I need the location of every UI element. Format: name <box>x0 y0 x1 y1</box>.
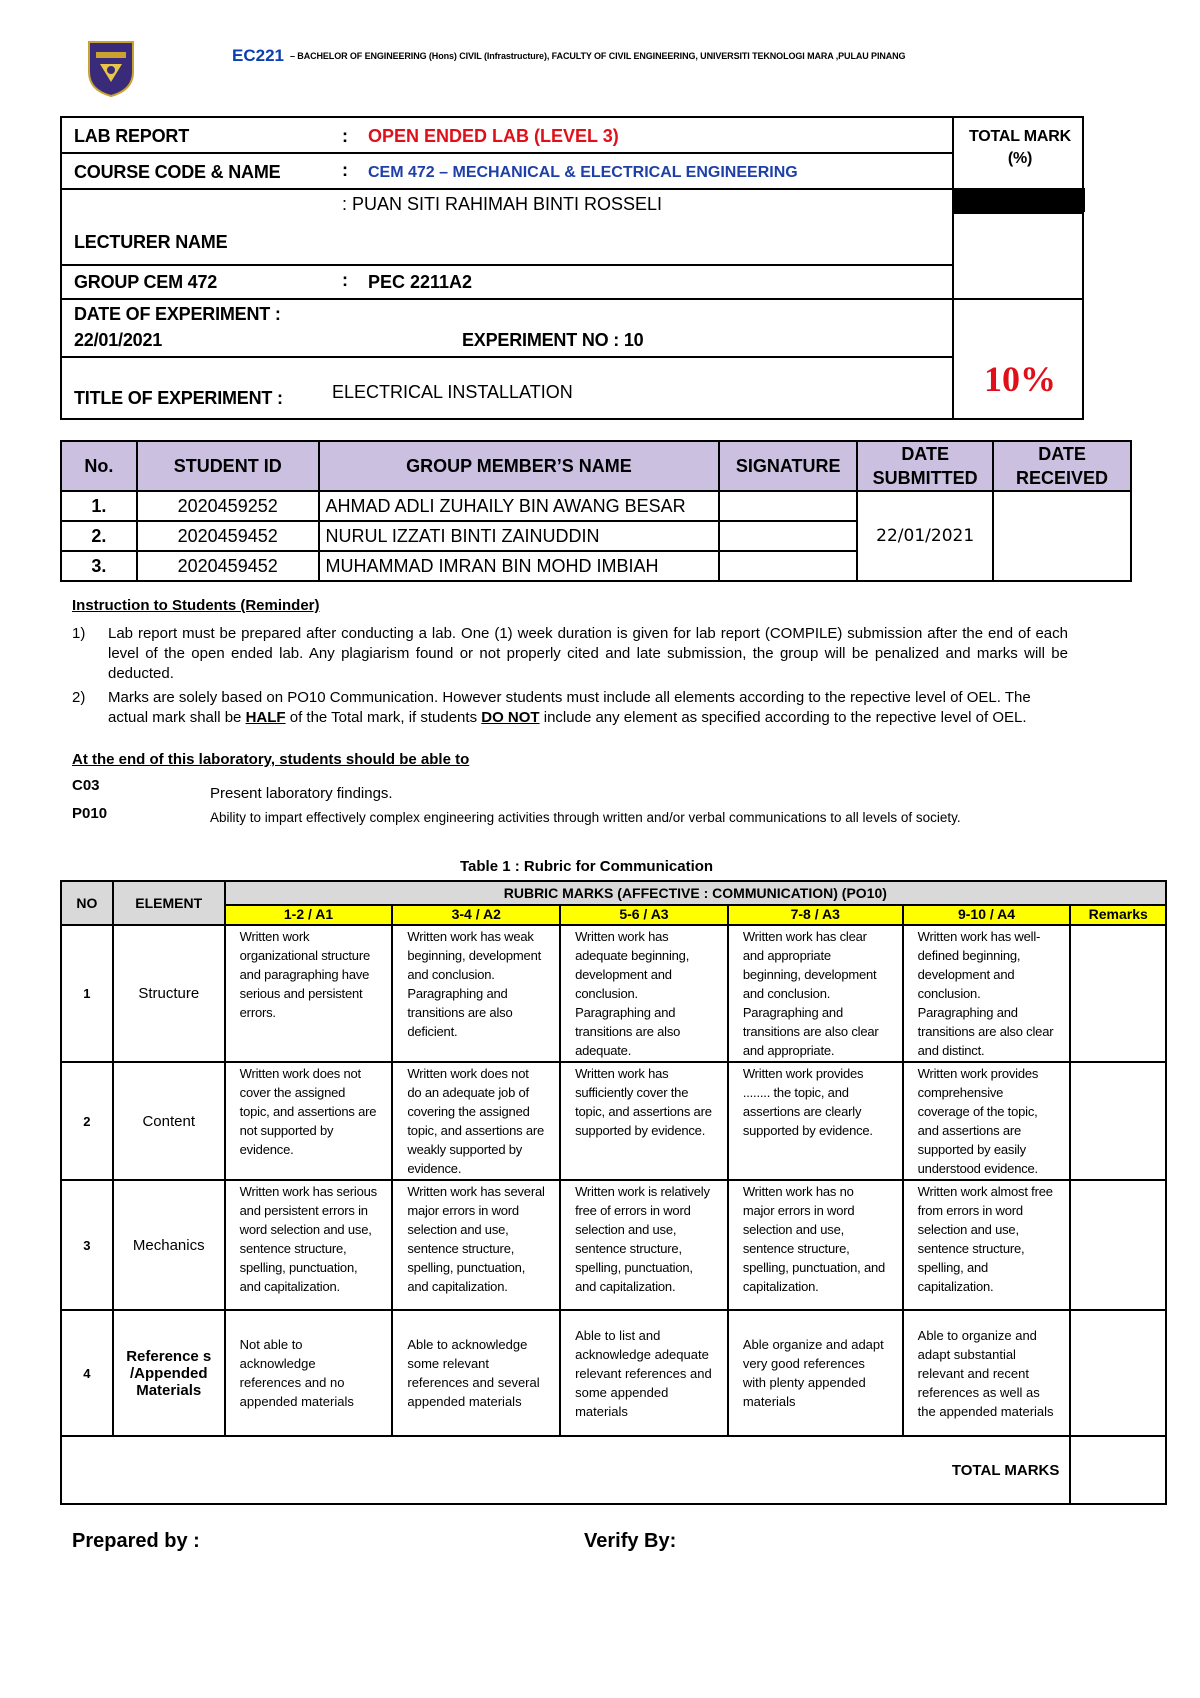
table-row <box>61 491 1131 521</box>
rubric-remarks <box>1070 1310 1166 1436</box>
rubric-cell: Written work has sufficiently cover the topic, and assertions are supported by evidence. <box>560 1062 728 1180</box>
header-description: – BACHELOR OF ENGINEERING (Hons) CIVIL (Infrastructure), FACULTY OF CIVIL ENGINEERING, UNIVERSITI TEKNOLOGI MARA ,PULAU PINANG <box>290 51 906 61</box>
colon: : <box>342 270 348 290</box>
rubric-row-no: 2 <box>61 1062 113 1180</box>
rubric-cell: Written work does not do an adequate job of covering the assigned topic, and assertions are weakly supported by evidence. <box>392 1062 560 1180</box>
rubric-remarks <box>1070 1062 1166 1180</box>
rubric-col-no: NO <box>61 881 113 925</box>
header-course-code: EC221 <box>232 46 284 65</box>
level-header: 7-8 / A3 <box>728 905 903 925</box>
row-no: 2. <box>61 521 137 551</box>
instruction-2-number: 2) <box>72 689 86 706</box>
instruction-1: Lab report must be prepared after conducting a lab. One (1) week duration is given for lab report (COMPILE) submission after the end of each level of the open ended lab. Any plagiarism found or not properly cited and late submission, the group will be penalized and marks will be deducted. <box>108 625 1068 682</box>
col-header-name: GROUP MEMBER’S NAME <box>319 441 720 491</box>
rubric-row-element: Reference s /Appended Materials <box>113 1310 225 1436</box>
total-marks-value <box>1070 1436 1166 1504</box>
po-code: P010 <box>72 805 108 822</box>
rubric-row <box>61 925 1166 1062</box>
rubric-cell: Written work has adequate beginning, development and conclusion. Paragraphing and transitions are also adequate. <box>560 925 728 1062</box>
course-value: CEM 472 – MECHANICAL & ELECTRICAL ENGINEERING <box>368 164 798 181</box>
rubric-row-element: Structure <box>113 925 225 1062</box>
rubric-cell: Not able to acknowledge references and no appended materials <box>225 1310 393 1436</box>
rubric-cell: Written work provides comprehensive coverage of the topic, and assertions are supported by easily understood evidence. <box>903 1062 1071 1180</box>
lecturer-value: : PUAN SITI RAHIMAH BINTI ROSSELI <box>342 194 663 214</box>
student-table <box>60 440 1132 582</box>
col-header-student-id: STUDENT ID <box>137 441 319 491</box>
rubric-cell: Written work has no major errors in word selection and use, sentence structure, spelling, punctuation, and capitalization. <box>728 1180 903 1310</box>
verify-by-label: Verify By: <box>584 1530 677 1552</box>
rubric-row <box>61 1310 1166 1436</box>
rubric-row <box>61 1062 1166 1180</box>
rubric-cell: Written work almost free from errors in word selection and use, sentence structure, spelling, and capitalization. <box>903 1180 1071 1310</box>
date-submitted-value: 22/01/2021 <box>857 491 993 581</box>
lab-info-box <box>60 116 1084 420</box>
level-header: 9-10 / A4 <box>903 905 1071 925</box>
row-no: 1. <box>61 491 137 521</box>
rubric-table <box>60 880 1167 1505</box>
colon: : <box>342 126 348 146</box>
rubric-cell: Able to organize and adapt substantial relevant and recent references as well as the appended materials <box>903 1310 1071 1436</box>
col-header-no: No. <box>61 441 137 491</box>
rubric-cell: Written work does not cover the assigned topic, and assertions are not supported by evidence. <box>225 1062 393 1180</box>
row-name: NURUL IZZATI BINTI ZAINUDDIN <box>319 521 720 551</box>
total-mark-label: TOTAL MARK (%) <box>969 128 1071 167</box>
total-mark-value: 10% <box>984 359 1056 399</box>
rubric-remarks <box>1070 925 1166 1062</box>
col-header-signature: SIGNATURE <box>719 441 857 491</box>
level-header: 5-6 / A3 <box>560 905 728 925</box>
row-student-id: 2020459452 <box>137 551 319 581</box>
rubric-row-element: Mechanics <box>113 1180 225 1310</box>
rubric-caption: Table 1 : Rubric for Communication <box>460 858 714 875</box>
outcomes-heading: At the end of this laboratory, students should be able to <box>72 751 470 768</box>
row-name: AHMAD ADLI ZUHAILY BIN AWANG BESAR <box>319 491 720 521</box>
level-header: 1-2 / A1 <box>225 905 393 925</box>
level-header: 3-4 / A2 <box>392 905 560 925</box>
co-text: Present laboratory findings. <box>210 785 393 802</box>
total-mark-bar <box>953 188 1085 212</box>
remarks-header: Remarks <box>1070 905 1166 925</box>
date-received-value <box>993 491 1131 581</box>
course-label: COURSE CODE & NAME <box>74 162 281 182</box>
rubric-remarks <box>1070 1180 1166 1310</box>
col-header-date-submitted: DATE SUBMITTED <box>857 441 993 491</box>
title-value: ELECTRICAL INSTALLATION <box>332 382 573 402</box>
instruction-1-number: 1) <box>72 625 86 642</box>
instruction-2: Marks are solely based on PO10 Communication. However students must include all elements according to the repective level of OEL. The actual mark shall be HALF of the Total mark, if students DO NOT include any element as specified according to the repective level of OEL. <box>108 689 1031 726</box>
rubric-cell: Written work has weak beginning, development and conclusion. Paragraphing and transitions are also deficient. <box>392 925 560 1062</box>
row-student-id: 2020459452 <box>137 521 319 551</box>
rubric-cell: Written work has clear and appropriate beginning, development and conclusion. Paragraphing and transitions are also clear and appropriate. <box>728 925 903 1062</box>
total-marks-label: TOTAL MARKS <box>61 1436 1070 1504</box>
row-signature <box>719 491 857 521</box>
po-text: Ability to impart effectively complex engineering activities through written and/or verbal communications to all levels of society. <box>210 810 961 825</box>
rubric-cell: Able to acknowledge some relevant references and several appended materials <box>392 1310 560 1436</box>
row-no: 3. <box>61 551 137 581</box>
row-signature <box>719 551 857 581</box>
rubric-cell: Able to list and acknowledge adequate relevant references and some appended materials <box>560 1310 728 1436</box>
experiment-number: EXPERIMENT NO : 10 <box>462 330 644 350</box>
row-signature <box>719 521 857 551</box>
date-label: DATE OF EXPERIMENT : <box>74 304 281 324</box>
group-label: GROUP CEM 472 <box>74 272 218 292</box>
rubric-row <box>61 1180 1166 1310</box>
university-logo <box>86 38 136 98</box>
lab-report-value: OPEN ENDED LAB (LEVEL 3) <box>368 126 619 146</box>
rubric-row-no: 1 <box>61 925 113 1062</box>
row-name: MUHAMMAD IMRAN BIN MOHD IMBIAH <box>319 551 720 581</box>
col-header-date-received: DATE RECEIVED <box>993 441 1131 491</box>
prepared-by-label: Prepared by : <box>72 1530 200 1552</box>
colon: : <box>342 160 348 180</box>
rubric-cell: Written work organizational structure and paragraphing have serious and persistent errors. <box>225 925 393 1062</box>
rubric-cell: Written work has several major errors in word selection and use, sentence structure, spelling, punctuation, and capitalization. <box>392 1180 560 1310</box>
co-code: C03 <box>72 777 100 794</box>
rubric-cell: Written work is relatively free of errors in word selection and use, sentence structure, spelling, punctuation, and capitalization. <box>560 1180 728 1310</box>
group-value: PEC 2211A2 <box>368 272 473 292</box>
lecturer-label: LECTURER NAME <box>74 232 228 252</box>
instructions-heading: Instruction to Students (Reminder) <box>72 597 320 614</box>
lab-report-label: LAB REPORT <box>74 126 190 146</box>
rubric-cell: Written work provides ........ the topic, and assertions are clearly supported by evidence. <box>728 1062 903 1180</box>
rubric-row-element: Content <box>113 1062 225 1180</box>
rubric-row-no: 4 <box>61 1310 113 1436</box>
rubric-row-no: 3 <box>61 1180 113 1310</box>
rubric-col-element: ELEMENT <box>113 881 225 925</box>
rubric-col-marks: RUBRIC MARKS (AFFECTIVE : COMMUNICATION) (PO10) <box>225 881 1166 905</box>
title-label: TITLE OF EXPERIMENT : <box>74 388 283 408</box>
rubric-cell: Written work has serious and persistent errors in word selection and use, sentence structure, spelling, punctuation, and capitalization. <box>225 1180 393 1310</box>
rubric-cell: Able organize and adapt very good references with plenty appended materials <box>728 1310 903 1436</box>
rubric-cell: Written work has well-defined beginning, development and conclusion. Paragraphing and transitions are also clear and distinct. <box>903 925 1071 1062</box>
row-student-id: 2020459252 <box>137 491 319 521</box>
date-value: 22/01/2021 <box>74 330 163 350</box>
